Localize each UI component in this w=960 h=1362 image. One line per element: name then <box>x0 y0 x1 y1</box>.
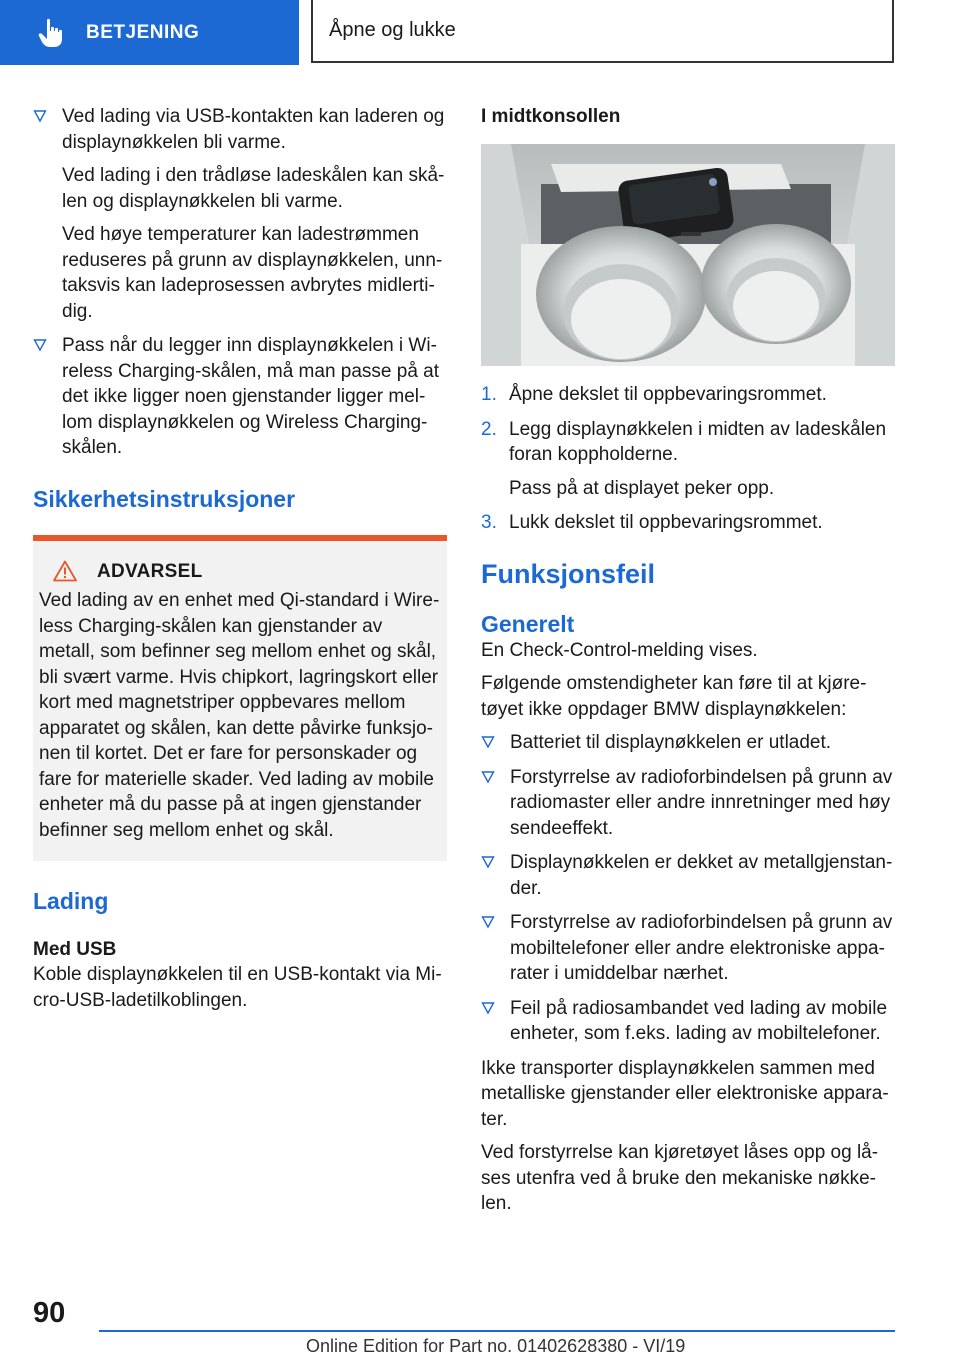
closing-text: Ved forstyrrelse kan kjøretøyet låses opp og låses utenfra ved å bruke den mekaniske nøkkelen. <box>481 1142 879 1214</box>
safety-heading: Sikkerhetsinstruksjoner <box>33 485 296 512</box>
right-column <box>481 104 895 1225</box>
bullet-text: Displaynøkkelen er dekket av metallgjenstander. <box>510 852 893 899</box>
bullet-triangle-icon <box>481 1001 495 1015</box>
step-text: Åpne dekslet til oppbevaringsrommet. <box>509 384 827 405</box>
bullet-text: Ved lading via USB-kontakten kan laderen og displaynøkkelen bli varme. <box>62 106 445 153</box>
step-item <box>481 382 895 408</box>
step-text: Legg displaynøkkelen i midten av ladeskålen foran koppholderne. <box>509 418 887 465</box>
pointing-hand-icon <box>38 18 64 48</box>
chapter-tab[interactable] <box>311 0 894 63</box>
bullet-text: Forstyrrelse av radioforbindelsen på grunn av mobiltelefoner eller andre elektroniske apparater i umiddelbar nærhet. <box>510 912 893 984</box>
general-text: Følgende omstendigheter kan føre til at kjøretøyet ikke oppdager BMW displaynøkkelen: <box>481 673 867 720</box>
bullet-text: Feil på radiosambandet ved lading av mobile enheter, som f.eks. lading av mobiltelefoner. <box>510 997 888 1044</box>
bullet-text: Pass når du legger inn displaynøkkelen i Wireless Charging-skålen, må man passe på at det ikke ligger noen gjenstander ligger mellom displaynøkkelen og Wireless Charging-skålen. <box>62 335 440 458</box>
warning-header <box>39 559 441 585</box>
chapter-label: Åpne og lukke <box>329 18 456 41</box>
list-item <box>481 910 895 987</box>
midtkonsoll-heading: I midtkonsollen <box>481 106 621 127</box>
list-item <box>481 730 895 756</box>
list-item <box>481 765 895 842</box>
step-number: 2. <box>481 418 497 440</box>
step-item <box>481 417 895 502</box>
step-item <box>481 510 895 536</box>
usb-heading: Med USB <box>33 939 117 960</box>
footer-divider <box>99 1330 895 1332</box>
bullet-text: Batteriet til displaynøkkelen er utladet. <box>510 732 832 753</box>
step-text: Pass på at displayet peker opp. <box>509 477 775 499</box>
general-text: En Check-Control-melding vises. <box>481 639 758 661</box>
fault-heading: Funksjonsfeil <box>481 558 656 589</box>
warning-text: Ved lading av en enhet med Qi-standard i Wireless Charging-skålen kan gjenstander av metall, som befinner seg mellom enhet og skål, bli svært varme. Hvis chipkort, lagringskort eller kort med magnetstriper oppbevares mellom apparatet og skålen, kan dette påvirke funksjonen til kortet. Det er fare for personskader og fare for materielle skader. Ved lading av mobile enheter må du passe på at ingen gjenstander befinner seg mellom enhet og skål. <box>39 590 440 841</box>
bullet-triangle-icon <box>33 338 47 352</box>
bullet-triangle-icon <box>481 735 495 749</box>
page-number: 90 <box>33 1297 66 1329</box>
list-item <box>33 333 447 461</box>
lading-heading: Lading <box>33 888 109 914</box>
left-column <box>33 104 447 1021</box>
center-console-photo <box>481 144 895 366</box>
bullet-triangle-icon <box>481 855 495 869</box>
section-tab[interactable] <box>0 0 299 65</box>
bullet-text: Ved høye temperaturer kan ladestrømmen reduseres på grunn av displaynøkkelen, unntaksvis kan ladeprosessen avbrytes midlertidig. <box>62 224 443 322</box>
list-item <box>481 850 895 901</box>
list-item <box>33 104 447 324</box>
footer-edition: Online Edition for Part no. 01402628380 - VI/19 <box>306 1336 686 1356</box>
section-label: BETJENING <box>86 21 200 43</box>
step-text: Lukk dekslet til oppbevaringsrommet. <box>509 512 823 533</box>
warning-box <box>33 535 447 862</box>
list-item <box>481 996 895 1047</box>
usb-text: Koble displaynøkkelen til en USB-kontakt via Micro-USB-ladetilkoblingen. <box>33 964 442 1011</box>
bullet-text: Ved lading i den trådløse ladeskålen kan skålen og displaynøkkelen bli varme. <box>62 165 445 212</box>
warning-title: ADVARSEL <box>97 560 203 582</box>
bullet-text: Forstyrrelse av radioforbindelsen på grunn av radiomaster eller andre innretninger med høy sendeeffekt. <box>510 766 893 839</box>
bullet-triangle-icon <box>33 109 47 123</box>
step-number: 3. <box>481 512 497 533</box>
closing-text: Ikke transporter displaynøkkelen sammen med metalliske gjenstander eller elektroniske apparater. <box>481 1057 889 1130</box>
general-heading: Generelt <box>481 610 575 637</box>
bullet-triangle-icon <box>481 770 495 784</box>
warning-triangle-icon <box>53 560 77 582</box>
step-number: 1. <box>481 384 497 405</box>
bullet-triangle-icon <box>481 915 495 929</box>
